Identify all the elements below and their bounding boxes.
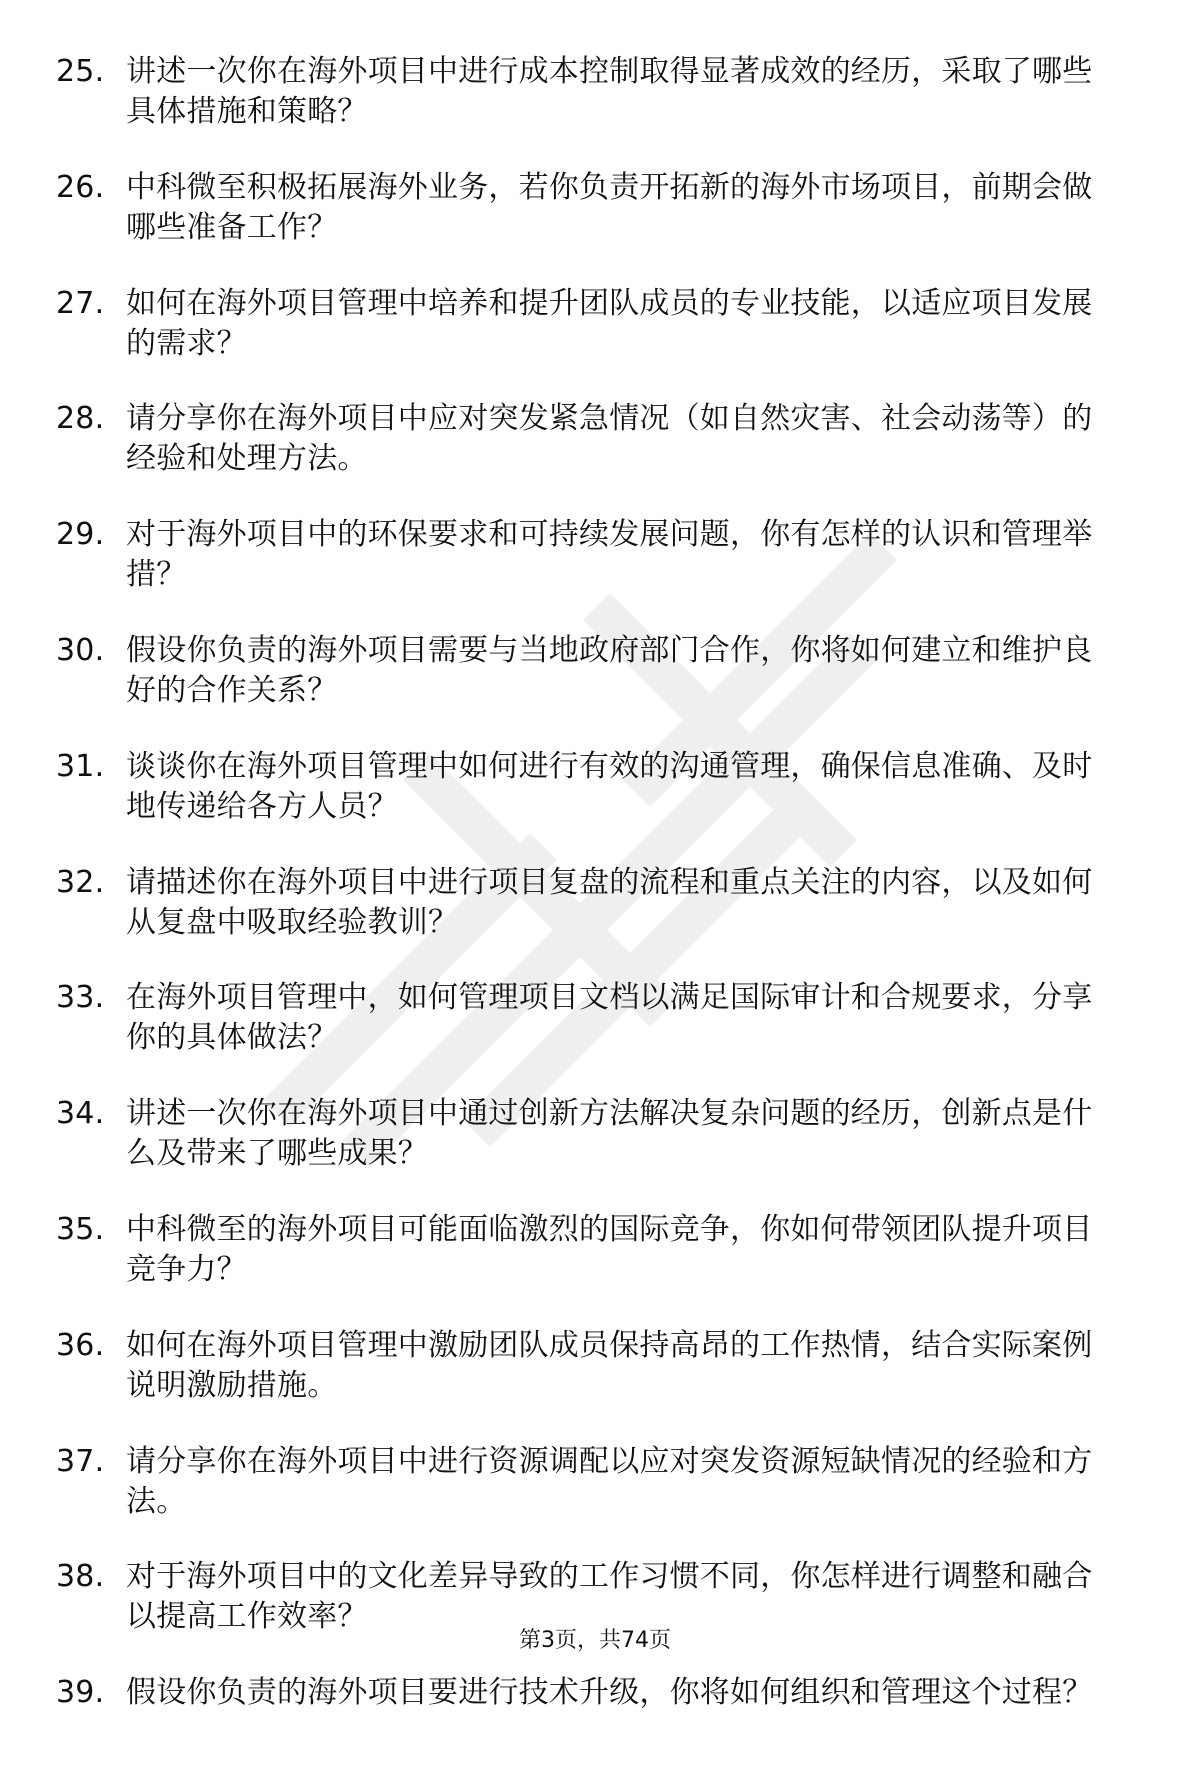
question-number: 38. [56,1559,105,1595]
question-text: 如何在海外项目管理中培养和提升团队成员的专业技能，以适应项目发展的需求？ [126,285,1093,361]
question-item [56,978,1116,1058]
question-number: 35. [56,1211,105,1247]
question-text: 讲述一次你在海外项目中通过创新方法解决复杂问题的经历，创新点是什么及带来了哪些成果？ [126,1096,1093,1172]
question-text: 请分享你在海外项目中进行资源调配以应对突发资源短缺情况的经验和方法。 [126,1443,1093,1519]
page-footer [0,1626,1190,1656]
question-text: 假设你负责的海外项目需要与当地政府部门合作，你将如何建立和维护良好的合作关系？ [126,632,1093,708]
question-text: 假设你负责的海外项目要进行技术升级，你将如何组织和管理这个过程？ [126,1675,1093,1711]
question-number: 36. [56,1327,105,1363]
question-number: 39. [56,1675,105,1711]
page-number-label: 第3页，共74页 [519,1628,671,1653]
question-number: 27. [56,285,105,321]
question-item [56,1326,1116,1406]
question-item [56,863,1116,943]
question-item [56,515,1116,595]
question-item [56,284,1116,364]
question-item [56,52,1116,132]
question-text: 中科微至积极拓展海外业务，若你负责开拓新的海外市场项目，前期会做哪些准备工作？ [126,169,1093,245]
question-item [56,747,1116,827]
question-item [56,1210,1116,1290]
question-number: 37. [56,1443,105,1479]
question-list [56,52,1116,1789]
question-text: 讲述一次你在海外项目中进行成本控制取得显著成效的经历，采取了哪些具体措施和策略？ [126,54,1093,129]
question-number: 26. [56,169,105,205]
question-text: 请描述你在海外项目中进行项目复盘的流程和重点关注的内容，以及如何从复盘中吸取经验教训？ [126,864,1093,940]
question-text: 谈谈你在海外项目管理中如何进行有效的沟通管理，确保信息准确、及时地传递给各方人员？ [126,748,1093,824]
question-text: 如何在海外项目管理中激励团队成员保持高昂的工作热情，结合实际案例说明激励措施。 [126,1327,1093,1403]
question-number: 33. [56,980,105,1016]
question-text: 请分享你在海外项目中应对突发紧急情况（如自然灾害、社会动荡等）的经验和处理方法。 [126,401,1093,477]
question-number: 31. [56,748,105,784]
question-item [56,1094,1116,1174]
question-text: 在海外项目管理中，如何管理项目文档以满足国际审计和合规要求，分享你的具体做法？ [126,980,1093,1056]
question-number: 34. [56,1096,105,1132]
question-text: 中科微至的海外项目可能面临激烈的国际竞争，你如何带领团队提升项目竞争力？ [126,1211,1093,1287]
question-text: 对于海外项目中的文化差异导致的工作习惯不同，你怎样进行调整和融合以提高工作效率？ [126,1559,1093,1635]
question-number: 28. [56,401,105,437]
question-number: 25. [56,54,105,89]
question-text: 对于海外项目中的环保要求和可持续发展问题，你有怎样的认识和管理举措？ [126,517,1093,593]
question-number: 30. [56,632,105,668]
question-item [56,399,1116,479]
question-item [56,1442,1116,1522]
question-number: 32. [56,864,105,900]
question-item [56,1673,1116,1753]
question-item [56,631,1116,711]
question-item [56,168,1116,248]
question-number: 29. [56,517,105,553]
